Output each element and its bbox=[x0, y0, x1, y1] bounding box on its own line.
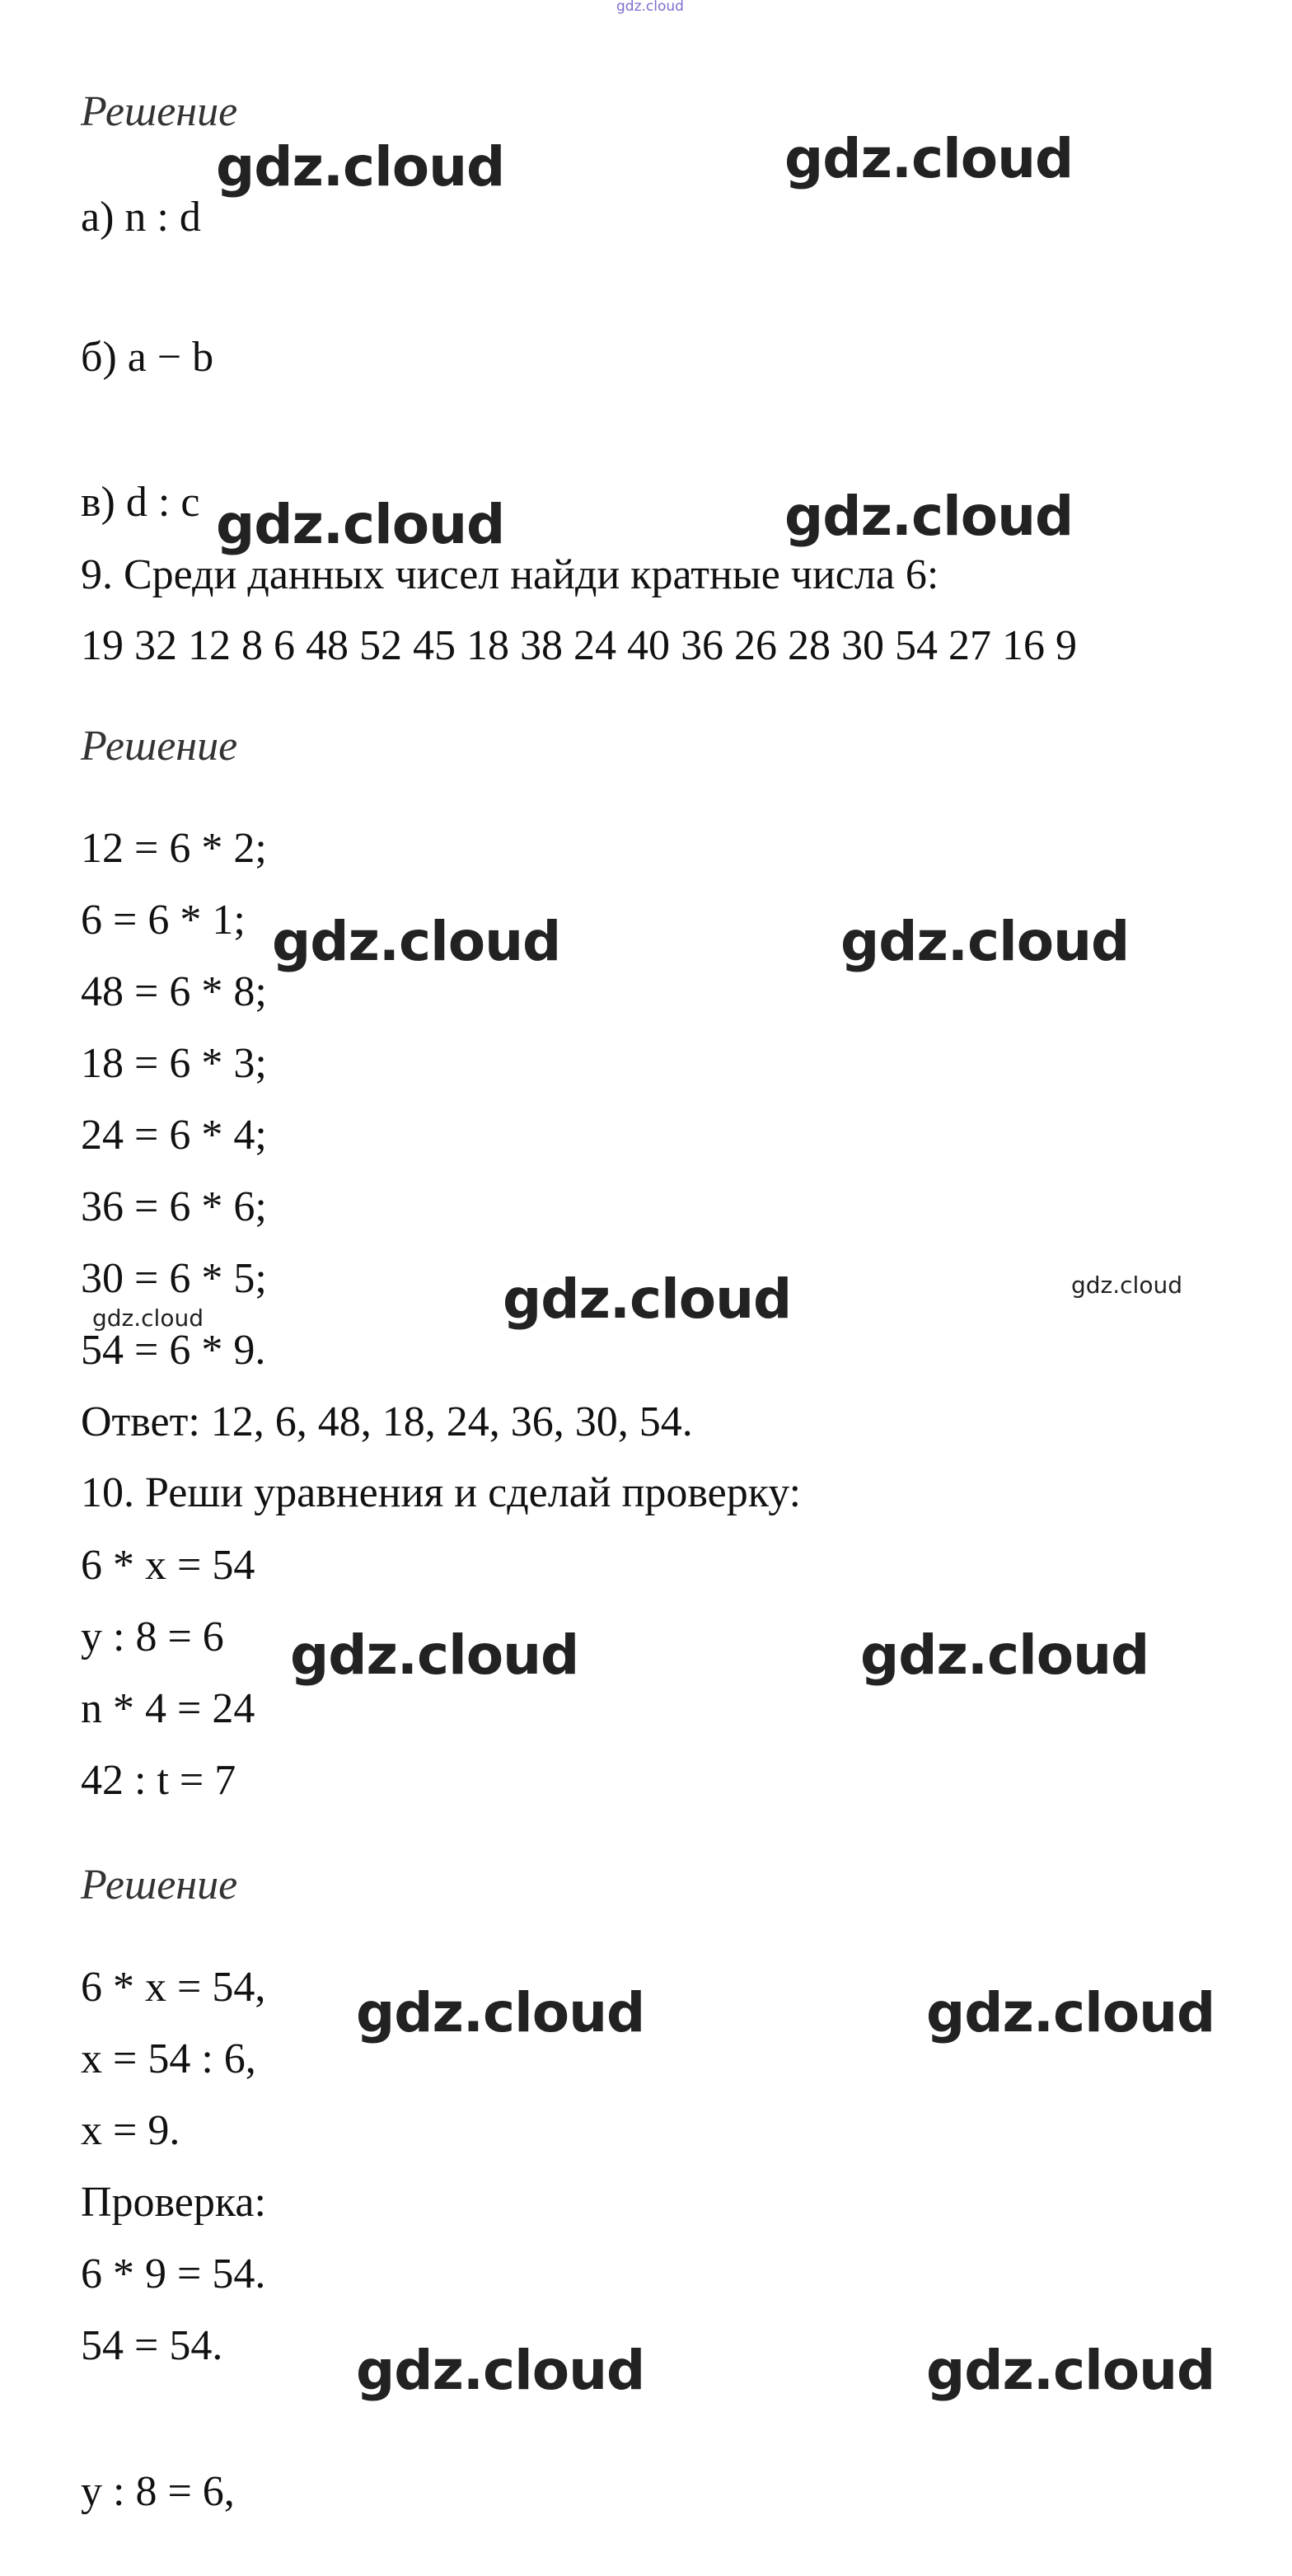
solution-heading: Решение bbox=[81, 723, 238, 770]
task9-answer: Ответ: 12, 6, 48, 18, 24, 36, 30, 54. bbox=[81, 1398, 693, 1445]
task9-line: 6 = 6 * 1; bbox=[81, 897, 246, 944]
task9-line: 48 = 6 * 8; bbox=[81, 968, 267, 1015]
solution-line-b: б) a − b bbox=[81, 334, 214, 381]
task10-solution-line: 6 * 9 = 54. bbox=[81, 2250, 266, 2297]
watermark: gdz.cloud bbox=[503, 1267, 792, 1331]
task9-line: 18 = 6 * 3; bbox=[81, 1040, 267, 1087]
task10-solution-line: 6 * x = 54, bbox=[81, 1964, 266, 2011]
task10-solution-line: x = 54 : 6, bbox=[81, 2035, 256, 2082]
task10-solution-line: y : 8 = 6, bbox=[81, 2468, 235, 2515]
task10-equation: 6 * x = 54 bbox=[81, 1542, 255, 1589]
watermark: gdz.cloud bbox=[216, 135, 505, 199]
watermark: gdz.cloud bbox=[356, 1981, 645, 2044]
watermark: gdz.cloud bbox=[926, 2339, 1215, 2402]
watermark: gdz.cloud bbox=[860, 1623, 1149, 1687]
task10-title: 10. Реши уравнения и сделай проверку: bbox=[81, 1469, 802, 1516]
watermark: gdz.cloud bbox=[1071, 1272, 1182, 1299]
watermark-top: gdz.cloud bbox=[616, 0, 684, 15]
watermark: gdz.cloud bbox=[272, 910, 561, 973]
task9-line: 12 = 6 * 2; bbox=[81, 825, 267, 872]
watermark: gdz.cloud bbox=[784, 485, 1074, 548]
task10-equation: y : 8 = 6 bbox=[81, 1614, 224, 1660]
task9-line: 54 = 6 * 9. bbox=[81, 1327, 266, 1374]
task9-line: 36 = 6 * 6; bbox=[81, 1183, 267, 1230]
solution-line-v: в) d : c bbox=[81, 479, 200, 526]
solution-line-a: а) n : d bbox=[81, 194, 201, 241]
task9-title: 9. Среди данных чисел найди кратные числа 6: bbox=[81, 551, 939, 598]
task9-numbers: 19 32 12 8 6 48 52 45 18 38 24 40 36 26 28 30 54 27 16 9 bbox=[81, 622, 1077, 669]
task10-solution-line: x = 9. bbox=[81, 2107, 180, 2154]
solution-heading: Решение bbox=[81, 88, 238, 135]
watermark: gdz.cloud bbox=[92, 1304, 204, 1332]
watermark: gdz.cloud bbox=[840, 910, 1130, 973]
watermark: gdz.cloud bbox=[926, 1981, 1215, 2044]
task10-solution-line: 54 = 54. bbox=[81, 2322, 223, 2369]
watermark: gdz.cloud bbox=[356, 2339, 645, 2402]
task10-check-label: Проверка: bbox=[81, 2179, 266, 2226]
task9-line: 24 = 6 * 4; bbox=[81, 1112, 267, 1159]
watermark: gdz.cloud bbox=[216, 493, 505, 556]
task9-line: 30 = 6 * 5; bbox=[81, 1255, 267, 1302]
task10-equation: n * 4 = 24 bbox=[81, 1685, 255, 1732]
watermark: gdz.cloud bbox=[290, 1623, 579, 1687]
solution-heading: Решение bbox=[81, 1862, 238, 1909]
watermark: gdz.cloud bbox=[784, 127, 1074, 190]
task10-equation: 42 : t = 7 bbox=[81, 1757, 236, 1804]
